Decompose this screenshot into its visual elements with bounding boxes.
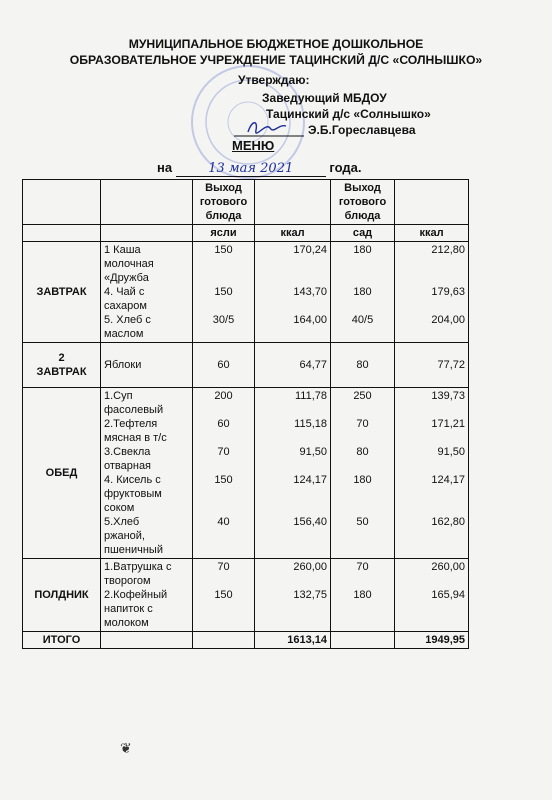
meal-name: 2 ЗАВТРАК <box>23 343 101 388</box>
meal-name: ОБЕД <box>23 388 101 559</box>
header-kcal: ккал <box>395 225 469 242</box>
nursery-kcal-cell <box>255 343 331 388</box>
meal-row <box>23 343 469 388</box>
cell-line <box>398 487 465 501</box>
cell-line: 150 <box>214 474 233 486</box>
cell-line: 80 <box>356 359 369 371</box>
cell-line <box>258 574 327 588</box>
dish-cell <box>101 388 193 559</box>
cell-line: молочная <box>104 258 154 270</box>
cell-line: 150 <box>214 589 233 601</box>
cell-line: 70 <box>217 561 230 573</box>
total-empty <box>101 632 193 649</box>
cell-line: мясная в т/с <box>104 432 167 444</box>
cell-line: 70 <box>356 561 369 573</box>
cell-line <box>196 344 251 358</box>
cell-line: 1 Каша <box>104 244 141 256</box>
cell-line: 180 <box>353 244 372 256</box>
garden-portion-cell <box>331 242 395 343</box>
dish-cell <box>101 242 193 343</box>
total-row <box>23 632 469 649</box>
cell-line: соком <box>104 502 135 514</box>
cell-line <box>258 543 327 557</box>
cell-line <box>196 431 251 445</box>
cell-line <box>104 344 189 358</box>
total-empty <box>331 632 395 649</box>
cell-line: 80 <box>356 446 369 458</box>
cell-line: фасолевый <box>104 404 164 416</box>
cell-line <box>334 431 391 445</box>
nursery-kcal-cell <box>255 559 331 632</box>
cell-line <box>334 616 391 630</box>
cell-line: 143,70 <box>293 286 327 298</box>
cell-line <box>196 299 251 313</box>
garden-portion-cell <box>331 343 395 388</box>
cell-line: 4. Кисель с <box>104 474 161 486</box>
nursery-portion-cell <box>193 242 255 343</box>
cell-line <box>398 431 465 445</box>
cell-line <box>196 543 251 557</box>
cell-line <box>258 501 327 515</box>
cell-line: напиток с <box>104 603 153 615</box>
cell-line <box>196 459 251 473</box>
garden-kcal-cell <box>395 559 469 632</box>
cell-line <box>398 602 465 616</box>
header-kcal: ккал <box>255 225 331 242</box>
cell-line <box>334 602 391 616</box>
cell-line <box>258 299 327 313</box>
cell-line: 5. Хлеб с <box>104 314 151 326</box>
cell-line: маслом <box>104 328 144 340</box>
cell-line <box>104 372 189 386</box>
cell-line: 204,00 <box>431 314 465 326</box>
meal-row <box>23 242 469 343</box>
cell-line <box>334 501 391 515</box>
cell-line <box>334 344 391 358</box>
cell-line: 2.Тефтеля <box>104 418 158 430</box>
cell-line <box>398 543 465 557</box>
cell-line <box>196 271 251 285</box>
cell-line <box>258 327 327 341</box>
cell-line <box>398 257 465 271</box>
meal-row <box>23 388 469 559</box>
cell-line: 124,17 <box>293 474 327 486</box>
cell-line <box>196 327 251 341</box>
cell-line <box>258 271 327 285</box>
cell-line <box>334 543 391 557</box>
cell-line <box>258 529 327 543</box>
cell-line: 40 <box>217 516 230 528</box>
cell-line <box>334 327 391 341</box>
table-header-row <box>23 180 469 225</box>
total-kcal-garden: 1949,95 <box>395 632 469 649</box>
signature <box>234 118 304 140</box>
cell-line <box>196 403 251 417</box>
cell-line: 212,80 <box>431 244 465 256</box>
cell-line: 50 <box>356 516 369 528</box>
cell-line: 111,78 <box>294 390 327 402</box>
cell-line: 1.Ватрушка с <box>104 561 172 573</box>
cell-line: 77,72 <box>437 359 465 371</box>
cell-line <box>258 344 327 358</box>
meal-name: ПОЛДНИК <box>23 559 101 632</box>
cell-line <box>398 574 465 588</box>
cell-line: 164,00 <box>293 314 327 326</box>
header-output-garden: Выход готового блюда <box>331 180 395 225</box>
meal-row <box>23 559 469 632</box>
cell-line <box>334 574 391 588</box>
leaf-mark-icon: ❦ <box>120 740 132 756</box>
cell-line <box>258 487 327 501</box>
cell-line <box>334 271 391 285</box>
cell-line: 60 <box>217 418 230 430</box>
cell-line: фруктовым <box>104 488 162 500</box>
cell-line: творогом <box>104 575 151 587</box>
cell-line: 64,77 <box>299 359 327 371</box>
cell-line <box>196 574 251 588</box>
header-output-nursery: Выход готового блюда <box>193 180 255 225</box>
approval-organization: Тацинский д/с «Солнышко» <box>266 107 431 121</box>
menu-title: МЕНЮ <box>232 138 275 153</box>
cell-line <box>398 616 465 630</box>
cell-line: 115,18 <box>294 418 327 430</box>
cell-line: 200 <box>214 390 233 402</box>
cell-line: молоком <box>104 617 149 629</box>
cell-line: 1.Суп <box>104 390 133 402</box>
cell-line <box>398 372 465 386</box>
date-suffix: года. <box>329 160 362 175</box>
cell-line <box>196 257 251 271</box>
header-empty <box>23 180 101 225</box>
cell-line: 139,73 <box>431 390 465 402</box>
cell-line: 162,80 <box>431 516 465 528</box>
cell-line <box>196 487 251 501</box>
cell-line: 179,63 <box>431 286 465 298</box>
nursery-portion-cell <box>193 559 255 632</box>
cell-line <box>258 616 327 630</box>
cell-line <box>196 501 251 515</box>
cell-line <box>196 602 251 616</box>
cell-line: 91,50 <box>437 446 465 458</box>
nursery-kcal-cell <box>255 388 331 559</box>
cell-line <box>398 459 465 473</box>
cell-line <box>334 403 391 417</box>
cell-line <box>334 372 391 386</box>
cell-line <box>398 501 465 515</box>
date-prefix: на <box>157 160 173 175</box>
cell-line: 2.Кофейный <box>104 589 168 601</box>
cell-line <box>398 403 465 417</box>
cell-line <box>258 372 327 386</box>
date-handwritten: 13 мая 2021 <box>176 161 326 177</box>
cell-line: 250 <box>353 390 372 402</box>
cell-line <box>258 459 327 473</box>
cell-line: 156,40 <box>293 516 327 528</box>
meal-name: ЗАВТРАК <box>23 242 101 343</box>
cell-line: 150 <box>214 244 233 256</box>
garden-kcal-cell <box>395 343 469 388</box>
cell-line: ржаной, <box>104 530 145 542</box>
header-line-1: МУНИЦИПАЛЬНОЕ БЮДЖЕТНОЕ ДОШКОЛЬНОЕ <box>128 37 424 51</box>
cell-line <box>398 327 465 341</box>
approval-name: Э.Б.Гореславцева <box>308 123 416 137</box>
cell-line: 165,94 <box>431 589 465 601</box>
nursery-kcal-cell <box>255 242 331 343</box>
header-empty <box>395 180 469 225</box>
header-empty <box>255 180 331 225</box>
cell-line <box>196 372 251 386</box>
cell-line: 5.Хлеб <box>104 516 140 528</box>
cell-line: 150 <box>214 286 233 298</box>
garden-kcal-cell <box>395 242 469 343</box>
garden-kcal-cell <box>395 388 469 559</box>
cell-line: 180 <box>353 474 372 486</box>
cell-line: 124,17 <box>431 474 465 486</box>
dish-cell <box>101 343 193 388</box>
cell-line <box>398 271 465 285</box>
header-empty <box>23 225 101 242</box>
total-kcal-nursery: 1613,14 <box>255 632 331 649</box>
total-label: ИТОГО <box>23 632 101 649</box>
cell-line: 30/5 <box>212 314 235 326</box>
cell-line <box>258 403 327 417</box>
cell-line <box>196 616 251 630</box>
cell-line <box>334 299 391 313</box>
cell-line <box>258 257 327 271</box>
cell-line <box>398 299 465 313</box>
cell-line: 70 <box>356 418 369 430</box>
cell-line <box>398 529 465 543</box>
table-subheader-row <box>23 225 469 242</box>
menu-date-line <box>157 160 361 177</box>
cell-line: 60 <box>217 359 230 371</box>
menu-table <box>22 179 469 649</box>
header-garden: сад <box>331 225 395 242</box>
cell-line: 91,50 <box>299 446 327 458</box>
total-empty <box>193 632 255 649</box>
cell-line: 40/5 <box>351 314 374 326</box>
garden-portion-cell <box>331 559 395 632</box>
cell-line: Яблоки <box>104 359 142 371</box>
cell-line: «Дружба <box>104 272 149 284</box>
cell-line: 171,21 <box>431 418 465 430</box>
dish-cell <box>101 559 193 632</box>
cell-line <box>334 529 391 543</box>
cell-line <box>258 602 327 616</box>
header-empty <box>101 180 193 225</box>
header-line-2: ОБРАЗОВАТЕЛЬНОЕ УЧРЕЖДЕНИЕ ТАЦИНСКИЙ Д/С «СОЛНЫШКО» <box>69 53 483 67</box>
cell-line: пшеничный <box>104 544 163 556</box>
cell-line: 132,75 <box>293 589 327 601</box>
cell-line: отварная <box>104 460 152 472</box>
garden-portion-cell <box>331 388 395 559</box>
cell-line: 180 <box>353 589 372 601</box>
cell-line <box>258 431 327 445</box>
header-empty <box>101 225 193 242</box>
cell-line: 260,00 <box>431 561 465 573</box>
approval-position: Заведующий МБДОУ <box>262 91 387 105</box>
cell-line: 170,24 <box>293 244 327 256</box>
cell-line <box>196 529 251 543</box>
cell-line: 260,00 <box>293 561 327 573</box>
nursery-portion-cell <box>193 343 255 388</box>
cell-line <box>334 459 391 473</box>
cell-line: 4. Чай с <box>104 286 145 298</box>
cell-line <box>334 487 391 501</box>
approval-heading: Утверждаю: <box>238 73 310 87</box>
cell-line: сахаром <box>104 300 147 312</box>
cell-line: 70 <box>217 446 230 458</box>
cell-line <box>398 344 465 358</box>
cell-line: 180 <box>353 286 372 298</box>
cell-line <box>334 257 391 271</box>
header-nursery: ясли <box>193 225 255 242</box>
cell-line: 3.Свекла <box>104 446 151 458</box>
nursery-portion-cell <box>193 388 255 559</box>
